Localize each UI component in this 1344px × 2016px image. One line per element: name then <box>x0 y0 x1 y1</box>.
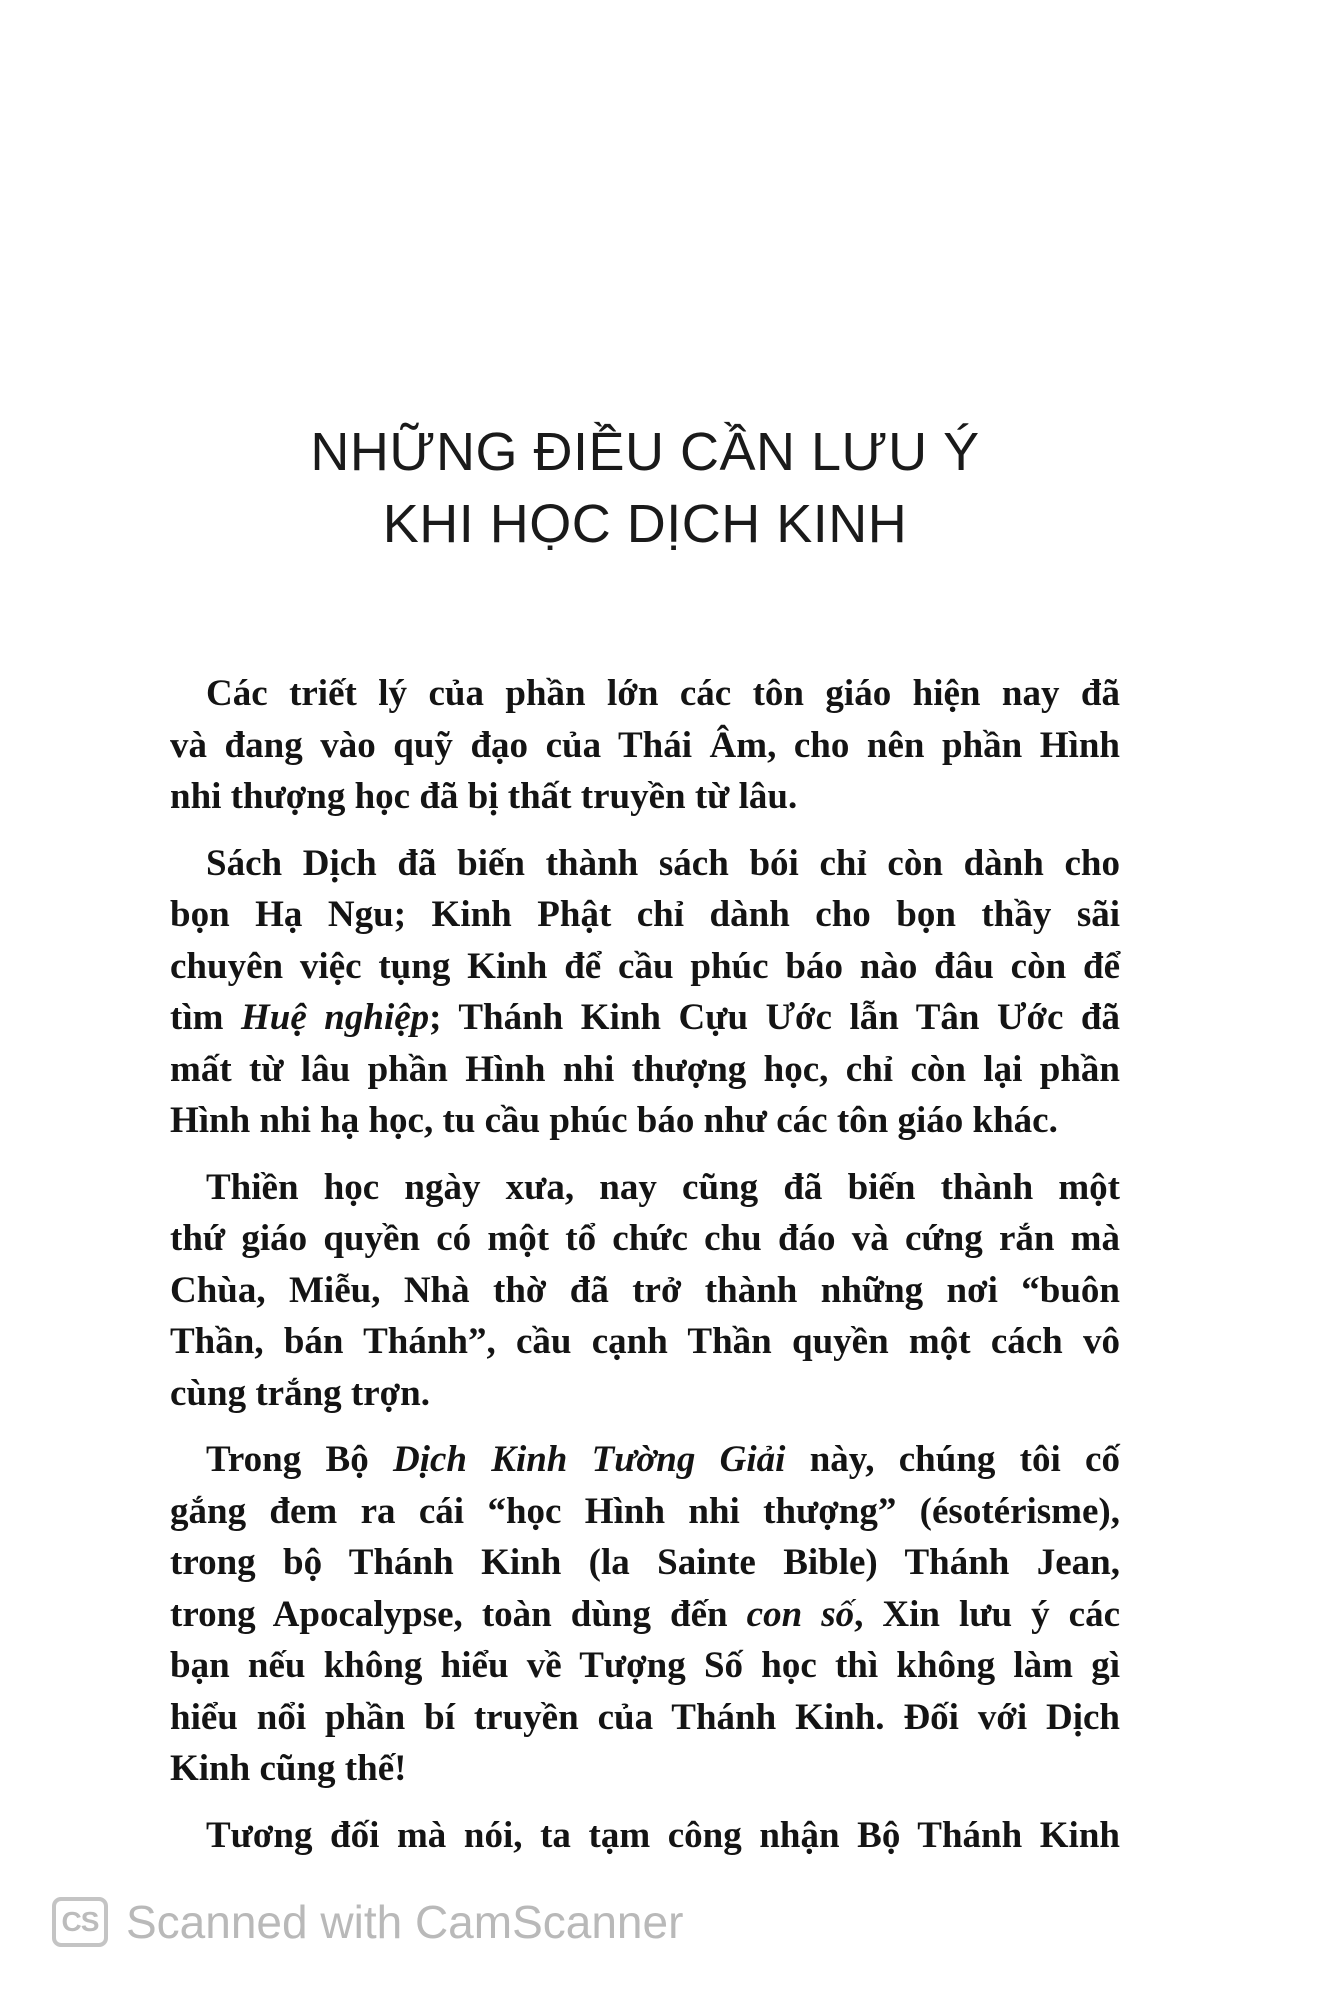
text-segment: Trong Bộ <box>206 1439 393 1480</box>
text-segment: bọn Hạ Ngu; Kinh Phật chỉ dành cho bọn thầy sãi <box>170 894 1120 935</box>
text-segment: trong Apocalypse, toàn dùng đến <box>170 1593 747 1635</box>
text-line <box>170 1640 1120 1692</box>
text-segment: Tương đối mà nói, ta tạm công nhận Bộ Thánh Kinh <box>206 1814 1120 1856</box>
paragraph <box>170 1434 1120 1795</box>
text-segment: Hình nhi hạ học, tu cầu phúc báo như các tôn giáo khác. <box>170 1100 1058 1141</box>
text-segment: Chùa, Miễu, Nhà thờ đã trở thành những nơi “buôn <box>170 1269 1120 1311</box>
camscanner-watermark <box>52 1895 683 1949</box>
text-segment: Thiền học ngày xưa, nay cũng đã biến thành một <box>206 1166 1120 1208</box>
text-segment: ; Thánh Kinh Cựu Ước lẫn Tân Ước đã <box>429 997 1120 1038</box>
text-line <box>170 668 1120 720</box>
italic-text: Huệ nghiệp <box>240 997 430 1038</box>
chapter-title-line-2: KHI HỌC DỊCH KINH <box>382 494 908 555</box>
italic-text: con số <box>746 1593 855 1635</box>
italic-text: Dịch Kinh Tường Giải <box>393 1439 786 1480</box>
paragraph <box>170 1162 1120 1420</box>
text-segment: Kinh cũng thế! <box>170 1748 407 1789</box>
text-line <box>170 1044 1120 1096</box>
watermark-text: Scanned with CamScanner <box>126 1896 684 1948</box>
text-line <box>170 941 1120 993</box>
text-segment: , Xin lưu ý các <box>854 1593 1120 1635</box>
text-segment: hiểu nổi phần bí truyền của Thánh Kinh. Đối với Dịch <box>170 1696 1120 1738</box>
text-line <box>170 1316 1120 1368</box>
text-segment: thứ giáo quyền có một tổ chức chu đáo và cứng rắn mà <box>170 1218 1120 1259</box>
text-segment: này, chúng tôi cố <box>785 1439 1120 1480</box>
paragraph <box>170 1810 1120 1862</box>
camscanner-logo-icon: CS <box>52 1897 108 1947</box>
text-segment: bạn nếu không hiểu về Tượng Số học thì không làm gì <box>170 1645 1120 1686</box>
text-segment: cùng trắng trợn. <box>170 1372 430 1414</box>
text-line <box>170 1589 1120 1641</box>
text-line <box>170 1692 1120 1744</box>
text-segment: chuyên việc tụng Kinh để cầu phúc báo nào đâu còn để <box>170 945 1120 987</box>
text-segment: mất từ lâu phần Hình nhi thượng học, chỉ còn lại phần <box>170 1048 1120 1090</box>
body-text <box>170 668 1120 1876</box>
paragraph <box>170 838 1120 1147</box>
text-line <box>170 889 1120 941</box>
text-line <box>170 992 1120 1044</box>
chapter-title-line-1: NHỮNG ĐIỀU CẦN LƯU Ý <box>310 422 980 483</box>
text-line <box>170 1162 1120 1214</box>
text-line <box>170 771 1120 823</box>
text-segment: gắng đem ra cái “học Hình nhi thượng” (ésotérisme), <box>170 1490 1120 1532</box>
text-line <box>170 1743 1120 1795</box>
text-line <box>170 1265 1120 1317</box>
text-line <box>170 838 1120 890</box>
text-line <box>170 1486 1120 1538</box>
text-segment: Sách Dịch đã biến thành sách bói chỉ còn dành cho <box>206 842 1120 884</box>
text-line <box>170 1095 1120 1147</box>
text-line <box>170 1537 1120 1589</box>
text-line <box>170 720 1120 772</box>
text-segment: và đang vào quỹ đạo của Thái Âm, cho nên phần Hình <box>170 724 1120 766</box>
text-segment: tìm <box>170 997 241 1038</box>
text-segment: nhi thượng học đã bị thất truyền từ lâu. <box>170 776 798 817</box>
text-line <box>170 1434 1120 1486</box>
text-segment: Các triết lý của phần lớn các tôn giáo hiện nay đã <box>206 673 1120 714</box>
paragraph <box>170 668 1120 823</box>
text-line <box>170 1810 1120 1862</box>
text-segment: trong bộ Thánh Kinh (la Sainte Bible) Thánh Jean, <box>170 1542 1120 1583</box>
text-segment: Thần, bán Thánh”, cầu cạnh Thần quyền một cách vô <box>170 1321 1120 1362</box>
text-line <box>170 1368 1120 1420</box>
text-line <box>170 1213 1120 1265</box>
